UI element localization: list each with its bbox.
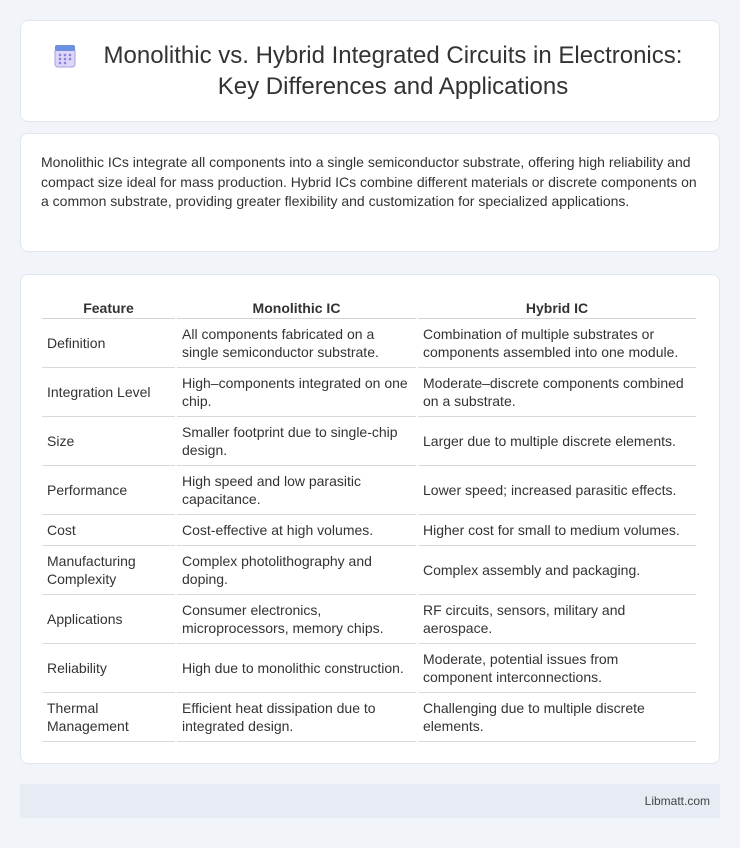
cell-hybrid: Lower speed; increased parasitic effects. xyxy=(418,466,696,515)
table-row xyxy=(42,466,696,515)
cell-monolithic: High–components integrated on one chip. xyxy=(177,368,416,417)
table-header-row xyxy=(42,295,696,319)
cell-feature: Cost xyxy=(42,515,175,546)
cell-monolithic: Consumer electronics, microprocessors, memory chips. xyxy=(177,595,416,644)
cell-monolithic: Cost-effective at high volumes. xyxy=(177,515,416,546)
cell-monolithic: Complex photolithography and doping. xyxy=(177,546,416,595)
intro-paragraph: Monolithic ICs integrate all components into a single semiconductor substrate, offering high reliability and compact size ideal for mass production. Hybrid ICs combine different materials or discrete components on a common substrate, providing greater flexibility and customization for specialized applications. xyxy=(41,154,697,209)
title-wrap xyxy=(52,40,688,102)
table-row xyxy=(42,546,696,595)
cell-monolithic: Smaller footprint due to single-chip design. xyxy=(177,417,416,466)
footer-brand[interactable]: Libmatt.com xyxy=(644,794,710,808)
chip-icon xyxy=(52,43,78,69)
table-row xyxy=(42,595,696,644)
cell-monolithic: All components fabricated on a single semiconductor substrate. xyxy=(177,319,416,368)
cell-hybrid: RF circuits, sensors, military and aerospace. xyxy=(418,595,696,644)
cell-feature: Definition xyxy=(42,319,175,368)
intro-card xyxy=(20,133,720,252)
cell-hybrid: Moderate–discrete components combined on a substrate. xyxy=(418,368,696,417)
footer xyxy=(20,784,720,818)
cell-monolithic: High speed and low parasitic capacitance. xyxy=(177,466,416,515)
cell-hybrid: Complex assembly and packaging. xyxy=(418,546,696,595)
comparison-table xyxy=(40,295,698,742)
table-row xyxy=(42,319,696,368)
cell-monolithic: High due to monolithic construction. xyxy=(177,644,416,693)
cell-feature: Integration Level xyxy=(42,368,175,417)
table-row xyxy=(42,644,696,693)
cell-feature: Manufacturing Complexity xyxy=(42,546,175,595)
title-card xyxy=(20,20,720,122)
page-title: Monolithic vs. Hybrid Integrated Circuits in Electronics: Key Differences and Applications xyxy=(103,42,683,100)
cell-feature: Applications xyxy=(42,595,175,644)
header-monolithic: Monolithic IC xyxy=(177,295,416,319)
cell-feature: Thermal Management xyxy=(42,693,175,742)
table-row xyxy=(42,368,696,417)
cell-hybrid: Challenging due to multiple discrete elements. xyxy=(418,693,696,742)
table-row xyxy=(42,693,696,742)
cell-feature: Size xyxy=(42,417,175,466)
cell-hybrid: Moderate, potential issues from component interconnections. xyxy=(418,644,696,693)
table-row xyxy=(42,515,696,546)
cell-feature: Performance xyxy=(42,466,175,515)
cell-hybrid: Combination of multiple substrates or components assembled into one module. xyxy=(418,319,696,368)
comparison-card xyxy=(20,274,720,764)
cell-monolithic: Efficient heat dissipation due to integrated design. xyxy=(177,693,416,742)
cell-hybrid: Larger due to multiple discrete elements. xyxy=(418,417,696,466)
header-feature: Feature xyxy=(42,295,175,319)
cell-feature: Reliability xyxy=(42,644,175,693)
header-hybrid: Hybrid IC xyxy=(418,295,696,319)
table-row xyxy=(42,417,696,466)
cell-hybrid: Higher cost for small to medium volumes. xyxy=(418,515,696,546)
